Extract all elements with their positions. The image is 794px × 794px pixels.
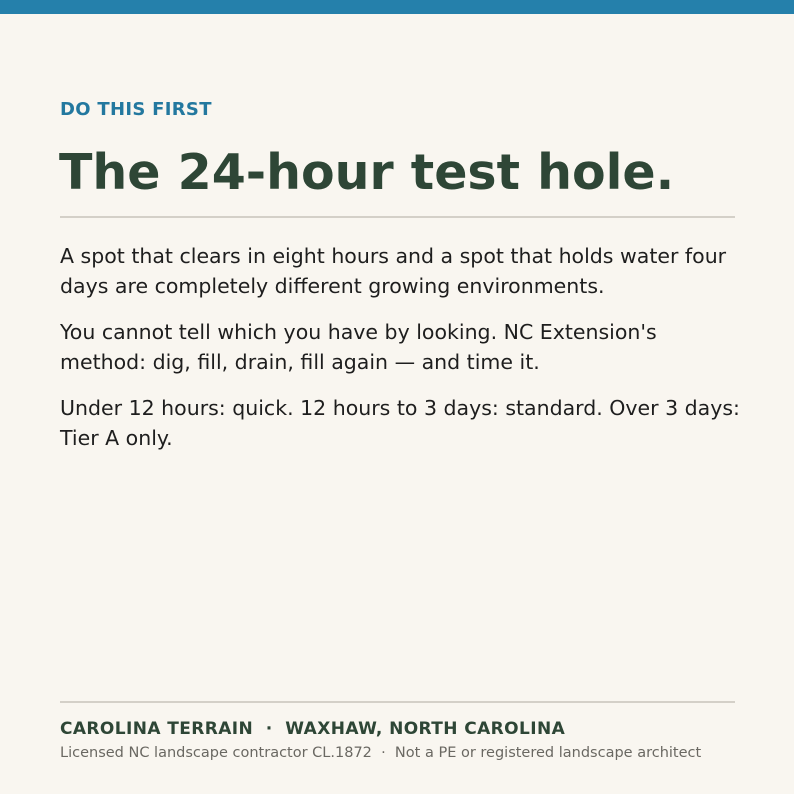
title-divider: [60, 216, 735, 218]
page-title: The 24-hour test hole.: [59, 144, 675, 201]
footer-company-name: CAROLINA TERRAIN · WAXHAW, NORTH CAROLINA: [60, 719, 566, 739]
body-paragraph: Under 12 hours: quick. 12 hours to 3 days: standard. Over 3 days: Tier A only.: [60, 396, 740, 450]
body-paragraph: A spot that clears in eight hours and a spot that holds water four days are completely different growing environments.: [60, 244, 727, 298]
top-accent-bar: [0, 0, 794, 14]
eyebrow-label: DO THIS FIRST: [60, 99, 212, 120]
footer-divider: [60, 701, 735, 703]
body-text: [60, 241, 740, 469]
footer-license-text: Licensed NC landscape contractor CL.1872 · Not a PE or registered landscape architect: [60, 745, 702, 761]
body-paragraph: You cannot tell which you have by looking. NC Extension's method: dig, fill, drain, fill again — and time it.: [60, 320, 657, 374]
